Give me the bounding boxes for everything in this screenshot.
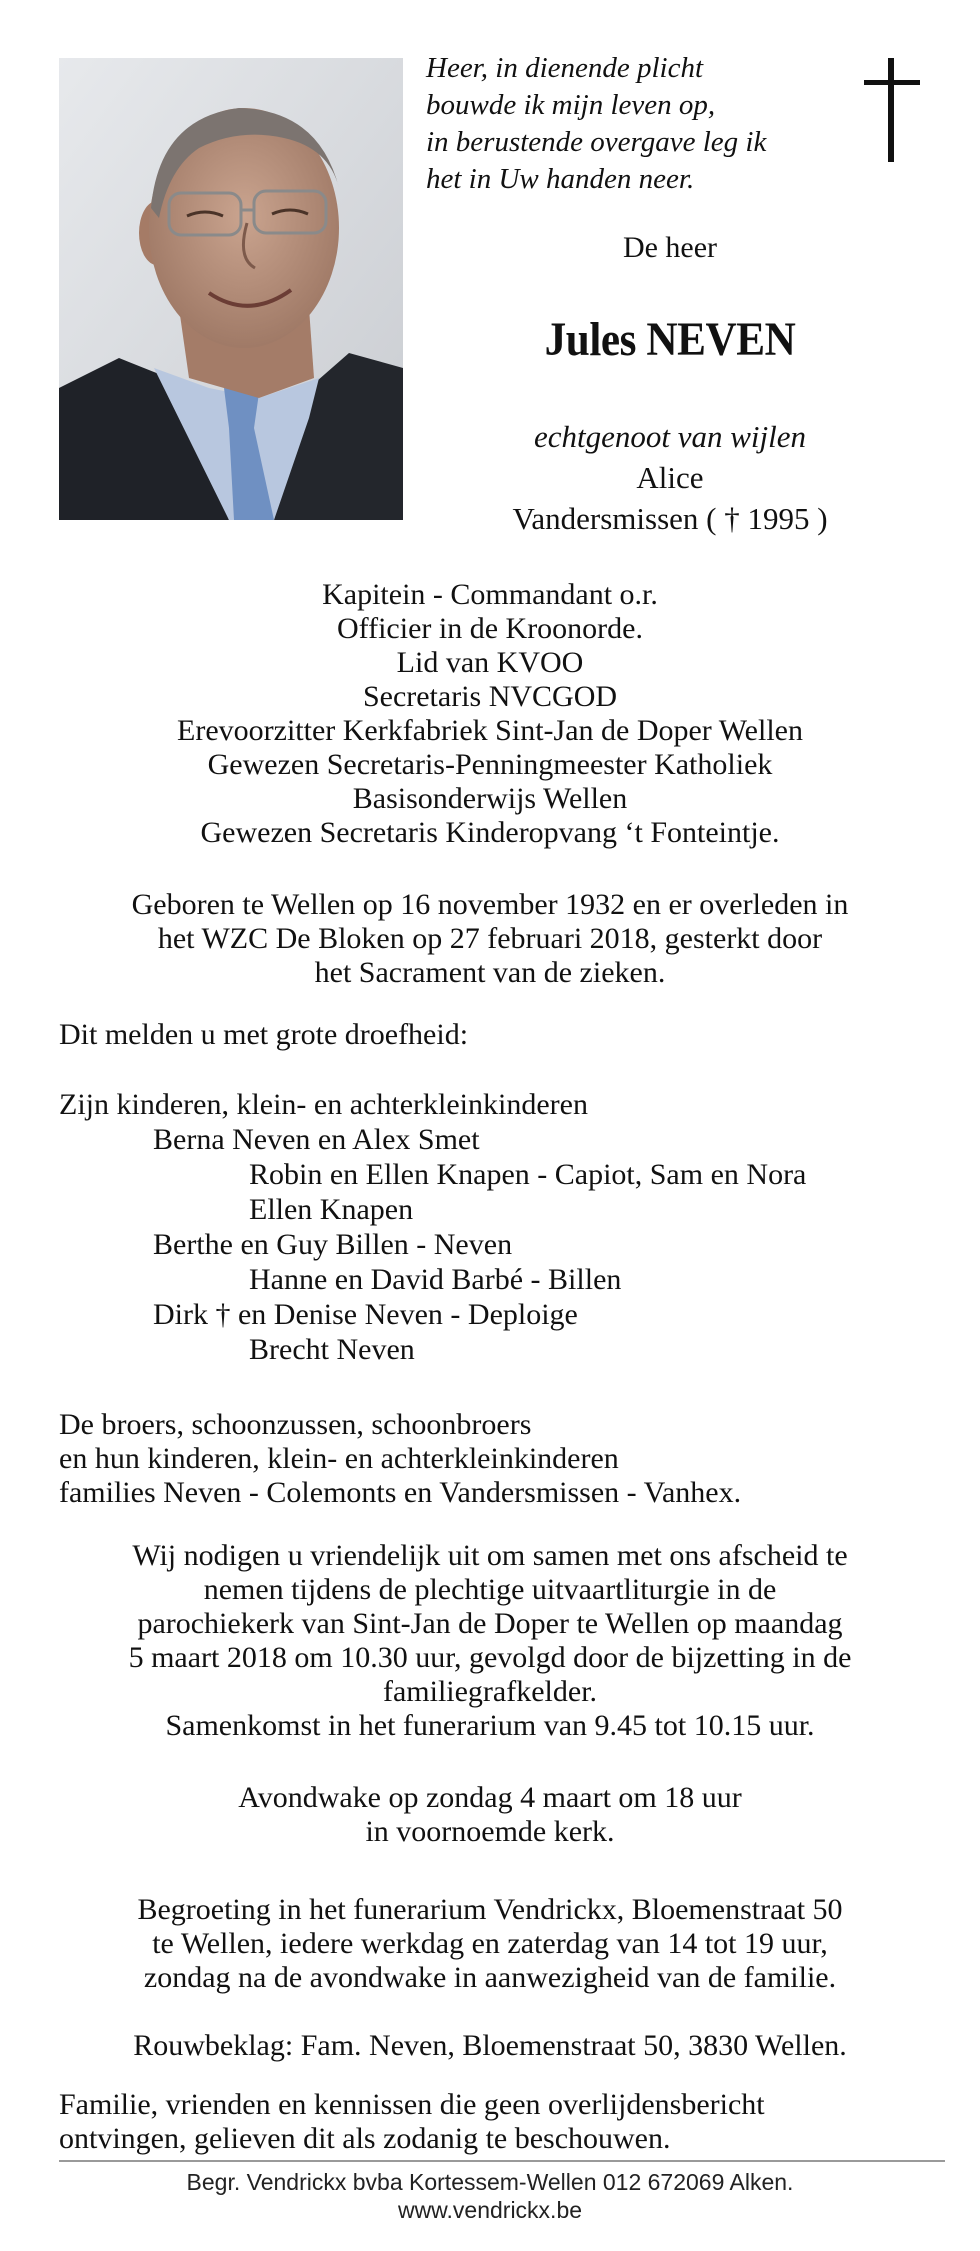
greeting-paragraph: [40, 1893, 940, 1995]
title-line: Lid van KVOO: [396, 646, 584, 679]
title-line: Secretaris NVCGOD: [362, 680, 618, 713]
siblings-list: [59, 1408, 741, 1510]
family-member: Hanne en David Barbé - Billen: [249, 1263, 622, 1296]
birth-death-paragraph: [40, 888, 940, 990]
verse-line: het in Uw handen neer.: [426, 163, 695, 195]
condolence-address: Rouwbeklag: Fam. Neven, Bloemenstraat 50, 3830 Wellen.: [133, 2029, 847, 2062]
title-line: Officier in de Kroonorde.: [336, 612, 643, 645]
salutation: De heer: [622, 231, 718, 264]
spouse-last-name: Vandersmissen ( † 1995 ): [512, 501, 828, 536]
birth-line: Geboren te Wellen op 16 november 1932 en er overleden in: [131, 888, 849, 921]
divider: [59, 2160, 945, 2162]
family-member: Berna Neven en Alex Smet: [153, 1123, 480, 1156]
birth-line: het Sacrament van de zieken.: [314, 956, 666, 989]
title-line: Kapitein - Commandant o.r.: [322, 578, 658, 611]
title-line: Erevoorzitter Kerkfabriek Sint-Jan de Doper Wellen: [177, 714, 803, 747]
invitation-line: parochiekerk van Sint-Jan de Doper te Wellen op maandag: [137, 1607, 843, 1640]
family-member: Ellen Knapen: [249, 1193, 414, 1226]
footer: [40, 2168, 940, 2224]
wake-line: Avondwake op zondag 4 maart om 18 uur: [238, 1781, 742, 1814]
family-member: Robin en Ellen Knapen - Capiot, Sam en Nora: [249, 1158, 807, 1191]
notice-line: ontvingen, gelieven dit als zodanig te beschouwen.: [59, 2122, 671, 2155]
greeting-line: zondag na de avondwake in aanwezigheid van de familie.: [143, 1961, 837, 1994]
portrait-illustration: [59, 58, 403, 520]
wake-line: in voornoemde kerk.: [365, 1815, 615, 1848]
verse-line: Heer, in dienende plicht: [426, 52, 704, 84]
title-line: Basisonderwijs Wellen: [352, 782, 628, 815]
invitation-line: familiegrafkelder.: [382, 1675, 598, 1708]
titles-list: [40, 578, 940, 850]
deceased-name: Jules NEVEN: [544, 313, 796, 366]
invitation-line: Samenkomst in het funerarium van 9.45 tot 10.15 uur.: [165, 1709, 815, 1742]
siblings-line: families Neven - Colemonts en Vandersmissen - Vanhex.: [59, 1476, 742, 1509]
footer-website[interactable]: www.vendrickx.be: [397, 2197, 583, 2223]
verse-line: in berustende overgave leg ik: [426, 126, 767, 158]
spouse-first-name: Alice: [636, 460, 704, 495]
family-list: [59, 1088, 806, 1368]
spouse-intro: echtgenoot van wijlen: [533, 419, 807, 454]
greeting-line: te Wellen, iedere werkdag en zaterdag van 14 tot 19 uur,: [152, 1927, 828, 1960]
family-member: Dirk † en Denise Neven - Deploige: [153, 1298, 578, 1331]
family-member: Brecht Neven: [249, 1333, 415, 1366]
siblings-line: en hun kinderen, klein- en achterkleinkinderen: [59, 1442, 619, 1475]
verse-line: bouwde ik mijn leven op,: [426, 89, 716, 121]
verse: [426, 50, 846, 198]
portrait-photo: [59, 58, 403, 520]
invitation-line: Wij nodigen u vriendelijk uit om samen met ons afscheid te: [132, 1539, 848, 1572]
title-line: Gewezen Secretaris Kinderopvang ‘t Fonteintje.: [200, 816, 780, 849]
invitation-line: 5 maart 2018 om 10.30 uur, gevolgd door de bijzetting in de: [128, 1641, 852, 1674]
footer-company: Begr. Vendrickx bvba Kortessem-Wellen 012 672069 Alken.: [186, 2169, 794, 2195]
notice-line: Familie, vrienden en kennissen die geen overlijdensbericht: [59, 2088, 765, 2121]
wake-paragraph: [40, 1781, 940, 1849]
family-member: Berthe en Guy Billen - Neven: [153, 1228, 513, 1261]
announcement: Dit melden u met grote droefheid:: [59, 1018, 469, 1051]
cross-icon: [860, 58, 924, 162]
invitation-paragraph: [40, 1539, 940, 1743]
greeting-line: Begroeting in het funerarium Vendrickx, Bloemenstraat 50: [137, 1893, 843, 1926]
notice-paragraph: [59, 2088, 765, 2156]
family-heading: Zijn kinderen, klein- en achterkleinkinderen: [59, 1088, 588, 1121]
birth-line: het WZC De Bloken op 27 februari 2018, gesterkt door: [157, 922, 823, 955]
invitation-line: nemen tijdens de plechtige uitvaartliturgie in de: [203, 1573, 777, 1606]
siblings-line: De broers, schoonzussen, schoonbroers: [59, 1408, 532, 1441]
title-line: Gewezen Secretaris-Penningmeester Katholiek: [207, 748, 773, 781]
